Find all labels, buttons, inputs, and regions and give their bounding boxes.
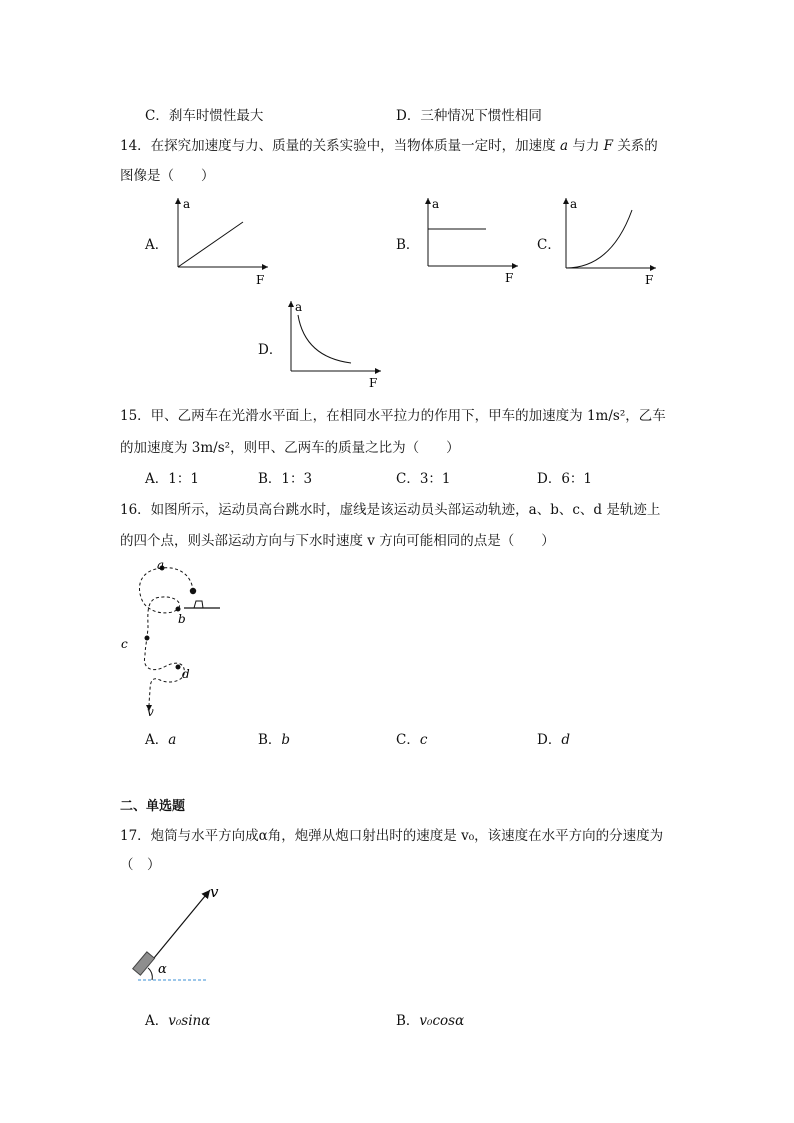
q14-stem-part2: 与力 (572, 138, 600, 154)
q17-option-a: A．v₀sinα (145, 1013, 211, 1029)
parabolic-curve (566, 210, 632, 268)
label-v: v (147, 705, 154, 719)
q14-graph-c-label: C． (537, 237, 561, 253)
q17-stem-line1: 17．炮筒与水平方向成α角，炮弹从炮口射出时的速度是 v₀，该速度在水平方向的分速度为 (120, 828, 664, 844)
label-d: d (182, 667, 190, 681)
q15-stem-line2: 的加速度为 3m/s²，则甲、乙两车的质量之比为（ ） (120, 440, 460, 456)
diver-icon (194, 601, 203, 608)
velocity-v-label: v (210, 883, 219, 901)
linear-curve (178, 222, 243, 267)
label-c: c (121, 637, 128, 651)
q14-var-a: a (559, 138, 569, 154)
q17-stem-line2: （ ） (120, 857, 161, 873)
q16-option-c: C．c (396, 732, 428, 748)
q15-option-c: C．3：1 (396, 471, 451, 487)
q16-option-a: A．a (145, 732, 177, 748)
label-a: a (157, 558, 165, 572)
y-axis-label: a (295, 300, 303, 314)
section-title: 二、单选题 (120, 799, 186, 814)
q16-option-d: D．d (537, 732, 570, 748)
angle-alpha-label: α (158, 962, 167, 977)
point-c (145, 636, 150, 641)
q15-stem-line1: 15．甲、乙两车在光滑水平面上，在相同水平拉力的作用下，甲车的加速度为 1m/s²，乙车 (120, 408, 666, 424)
x-axis-label: F (505, 271, 514, 285)
y-axis-label: a (183, 197, 191, 211)
x-axis-label: F (256, 273, 265, 287)
q17-cannon-figure (118, 880, 238, 995)
q14-stem-line1 (120, 134, 658, 154)
q14-graph-b (418, 192, 528, 287)
q16-stem-line2: 的四个点，则头部运动方向与下水时速度 v 方向可能相同的点是（ ） (120, 533, 555, 549)
q14-graph-d-label: D． (258, 342, 283, 358)
q15-option-d: D．6：1 (537, 471, 593, 487)
q16-option-b: B．b (258, 732, 291, 748)
angle-arc (148, 968, 152, 980)
x-axis-label: F (369, 376, 378, 390)
y-axis-label: a (570, 197, 578, 211)
label-b: b (178, 612, 186, 626)
q14-var-F: F (603, 138, 614, 154)
inverse-curve (298, 315, 351, 363)
y-axis-label: a (432, 197, 440, 211)
q15-option-b: B．1：3 (258, 471, 313, 487)
q14-stem-part3: 关系的 (617, 138, 658, 154)
q14-stem-line2: 图像是（ ） (120, 168, 215, 184)
q17-option-b: B．v₀cosα (396, 1013, 465, 1029)
q16-diving-trajectory-figure (112, 556, 232, 721)
x-axis-label: F (645, 273, 654, 287)
q15-option-a: A．1：1 (145, 471, 199, 487)
q14-graph-b-label: B． (396, 237, 420, 253)
point-d (176, 665, 181, 670)
q13-option-d: D．三种情况下惯性相同 (396, 108, 542, 124)
q16-stem-line1: 16．如图所示，运动员高台跳水时，虚线是该运动员头部运动轨迹，a、b、c、d 是轨迹上 (120, 502, 661, 518)
q14-graph-a-label: A． (145, 237, 169, 253)
q14-graph-d (281, 295, 391, 390)
q14-graph-a (168, 192, 278, 287)
q14-stem-part1: 14．在探究加速度与力、质量的关系实验中，当物体质量一定时，加速度 (120, 138, 556, 154)
q13-option-c: C．刹车时惯性最大 (145, 108, 264, 124)
q14-graph-c (556, 192, 666, 287)
point-b (176, 607, 181, 612)
